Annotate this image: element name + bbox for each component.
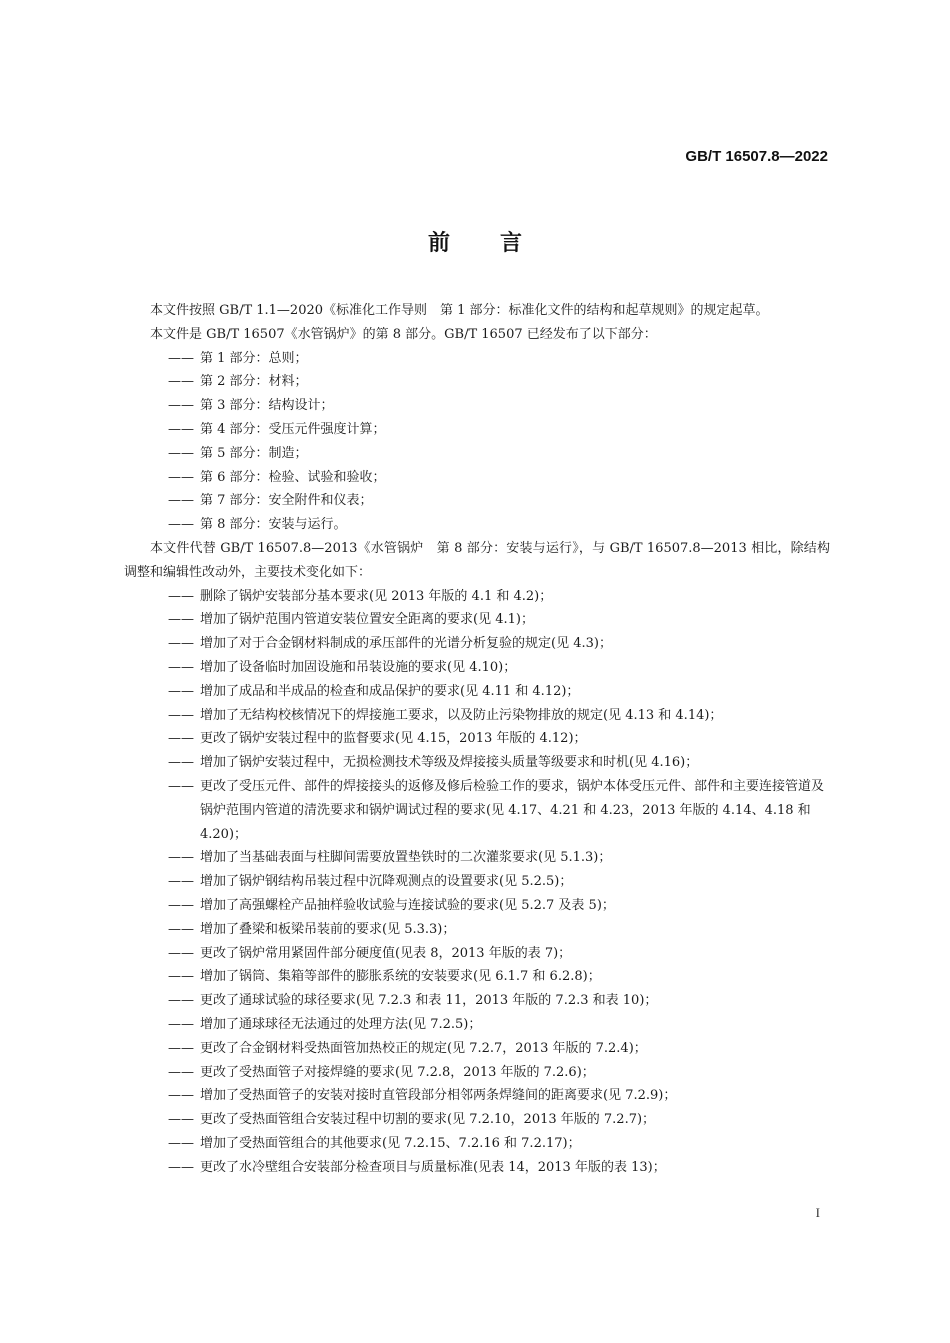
list-dash: —— xyxy=(168,993,194,1009)
change-item-text: 增加了锅炉安装过程中，无损检测技术等级及焊接接头质量等级要求和时机(见 4.16)； xyxy=(200,755,699,771)
change-item-text: 增加了受热面管子的安装对接时直管段部分相邻两条焊缝间的距离要求(见 7.2.9)； xyxy=(200,1088,677,1104)
change-item xyxy=(124,632,830,656)
list-dash: —— xyxy=(168,350,194,366)
change-item xyxy=(124,608,830,632)
part-item xyxy=(124,513,830,537)
part-item xyxy=(124,442,830,466)
list-dash: —— xyxy=(168,1064,194,1080)
list-dash: —— xyxy=(168,445,194,461)
list-dash: —— xyxy=(168,588,194,604)
list-dash: —— xyxy=(168,969,194,985)
change-item-text: 增加了受热面管组合的其他要求(见 7.2.15、7.2.16 和 7.2.17)； xyxy=(200,1135,581,1151)
change-item xyxy=(124,1013,830,1037)
document-body xyxy=(124,299,830,1179)
change-item-text: 增加了对于合金钢材料制成的承压部件的光谱分析复验的规定(见 4.3)； xyxy=(200,636,612,652)
change-item-text: 增加了高强螺栓产品抽样验收试验与连接试验的要求(见 5.2.7 及表 5)； xyxy=(200,897,615,913)
list-dash: —— xyxy=(168,1135,194,1151)
change-item-text: 更改了合金钢材料受热面管加热校正的规定(见 7.2.7，2013 年版的 7.2.4)； xyxy=(200,1040,647,1056)
list-dash: —— xyxy=(168,683,194,699)
intro-paragraph-parts: 本文件是 GB/T 16507《水管锅炉》的第 8 部分。GB/T 16507 已经发布了以下部分： xyxy=(150,326,657,342)
list-dash: —— xyxy=(168,493,194,509)
list-dash: —— xyxy=(168,778,194,794)
change-item xyxy=(124,1156,830,1180)
list-dash: —— xyxy=(168,1016,194,1032)
parts-list xyxy=(124,347,830,537)
list-dash: —— xyxy=(168,469,194,485)
part-item-text: 第 2 部分：材料； xyxy=(200,374,308,390)
change-item-text: 增加了当基础表面与柱脚间需要放置垫铁时的二次灌浆要求(见 5.1.3)； xyxy=(200,850,612,866)
change-item-text: 更改了锅炉安装过程中的监督要求(见 4.15，2013 年版的 4.12)； xyxy=(200,731,587,747)
change-item-text: 更改了受热面管组合安装过程中切割的要求(见 7.2.10，2013 年版的 7.2.7)； xyxy=(200,1112,656,1128)
change-item-text: 更改了锅炉常用紧固件部分硬度值(见表 8，2013 年版的表 7)； xyxy=(200,945,572,961)
replace-paragraph: 本文件代替 GB/T 16507.8—2013《水管锅炉 第 8 部分：安装与运行》，与 GB/T 16507.8—2013 相比，除结构调整和编辑性改动外，主要技术变化如下： xyxy=(124,540,830,580)
change-item xyxy=(124,704,830,728)
list-dash: —— xyxy=(168,659,194,675)
change-item-text: 更改了水冷壁组合安装部分检查项目与质量标准(见表 14，2013 年版的表 13)； xyxy=(200,1159,666,1175)
change-item xyxy=(124,751,830,775)
part-item-text: 第 5 部分：制造； xyxy=(200,445,308,461)
list-dash: —— xyxy=(168,517,194,533)
change-item xyxy=(124,585,830,609)
part-item xyxy=(124,489,830,513)
change-item-text: 增加了无结构校核情况下的焊接施工要求，以及防止污染物排放的规定(见 4.13 和 4.14)； xyxy=(200,707,723,723)
part-item xyxy=(124,418,830,442)
list-dash: —— xyxy=(168,921,194,937)
list-dash: —— xyxy=(168,707,194,723)
part-item xyxy=(124,370,830,394)
change-item xyxy=(124,846,830,870)
part-item-text: 第 3 部分：结构设计； xyxy=(200,398,334,414)
list-dash: —— xyxy=(168,1112,194,1128)
part-item xyxy=(124,347,830,371)
change-item xyxy=(124,918,830,942)
change-item-text: 更改了受压元件、部件的焊接接头的返修及修后检验工作的要求，锅炉本体受压元件、部件和主要连接管道及锅炉范围内管道的清洗要求和锅炉调试过程的要求(见 4.17、4.21 和 4.23，2013 年版的 4.14、4.18 和 4.20)； xyxy=(200,778,825,842)
list-dash: —— xyxy=(168,1159,194,1175)
list-dash: —— xyxy=(168,612,194,628)
change-item xyxy=(124,989,830,1013)
change-item-text: 增加了成品和半成品的检查和成品保护的要求(见 4.11 和 4.12)； xyxy=(200,683,580,699)
part-item-text: 第 7 部分：安全附件和仪表； xyxy=(200,493,373,509)
list-dash: —— xyxy=(168,945,194,961)
change-item xyxy=(124,942,830,966)
change-item-text: 增加了锅筒、集箱等部件的膨胀系统的安装要求(见 6.1.7 和 6.2.8)； xyxy=(200,969,601,985)
change-item xyxy=(124,775,830,846)
change-item xyxy=(124,894,830,918)
document-code: GB/T 16507.8—2022 xyxy=(685,148,828,165)
change-item xyxy=(124,680,830,704)
list-dash: —— xyxy=(168,755,194,771)
change-item xyxy=(124,1037,830,1061)
change-item xyxy=(124,656,830,680)
change-item-text: 增加了叠梁和板梁吊装前的要求(见 5.3.3)； xyxy=(200,921,456,937)
change-item-text: 更改了通球试验的球径要求(见 7.2.3 和表 11，2013 年版的 7.2.3 和表 10)； xyxy=(200,993,658,1009)
part-item-text: 第 4 部分：受压元件强度计算； xyxy=(200,421,386,437)
list-dash: —— xyxy=(168,1088,194,1104)
list-dash: —— xyxy=(168,398,194,414)
list-dash: —— xyxy=(168,421,194,437)
page-title: 前言 xyxy=(427,231,572,256)
list-dash: —— xyxy=(168,1040,194,1056)
list-dash: —— xyxy=(168,374,194,390)
change-item xyxy=(124,1132,830,1156)
change-item-text: 删除了锅炉安装部分基本要求(见 2013 年版的 4.1 和 4.2)； xyxy=(200,588,553,604)
list-dash: —— xyxy=(168,897,194,913)
changes-list xyxy=(124,585,830,1180)
page-number: I xyxy=(815,1205,820,1220)
change-item xyxy=(124,965,830,989)
part-item xyxy=(124,466,830,490)
intro-paragraph-drafting: 本文件按照 GB/T 1.1—2020《标准化工作导则 第 1 部分：标准化文件的结构和起草规则》的规定起草。 xyxy=(150,303,769,318)
part-item xyxy=(124,394,830,418)
change-item-text: 增加了通球球径无法通过的处理方法(见 7.2.5)； xyxy=(200,1016,482,1032)
list-dash: —— xyxy=(168,850,194,866)
change-item-text: 增加了锅炉范围内管道安装位置安全距离的要求(见 4.1)； xyxy=(200,612,534,628)
list-dash: —— xyxy=(168,731,194,747)
list-dash: —— xyxy=(168,636,194,652)
change-item-text: 增加了锅炉钢结构吊装过程中沉降观测点的设置要求(见 5.2.5)； xyxy=(200,874,573,890)
change-item-text: 增加了设备临时加固设施和吊装设施的要求(见 4.10)； xyxy=(200,659,517,675)
part-item-text: 第 1 部分：总则； xyxy=(200,350,308,366)
change-item xyxy=(124,1108,830,1132)
change-item xyxy=(124,1084,830,1108)
part-item-text: 第 6 部分：检验、试验和验收； xyxy=(200,469,386,485)
change-item xyxy=(124,1061,830,1085)
change-item xyxy=(124,870,830,894)
change-item-text: 更改了受热面管子对接焊缝的要求(见 7.2.8，2013 年版的 7.2.6)； xyxy=(200,1064,595,1080)
change-item xyxy=(124,727,830,751)
list-dash: —— xyxy=(168,874,194,890)
part-item-text: 第 8 部分：安装与运行。 xyxy=(200,517,347,533)
